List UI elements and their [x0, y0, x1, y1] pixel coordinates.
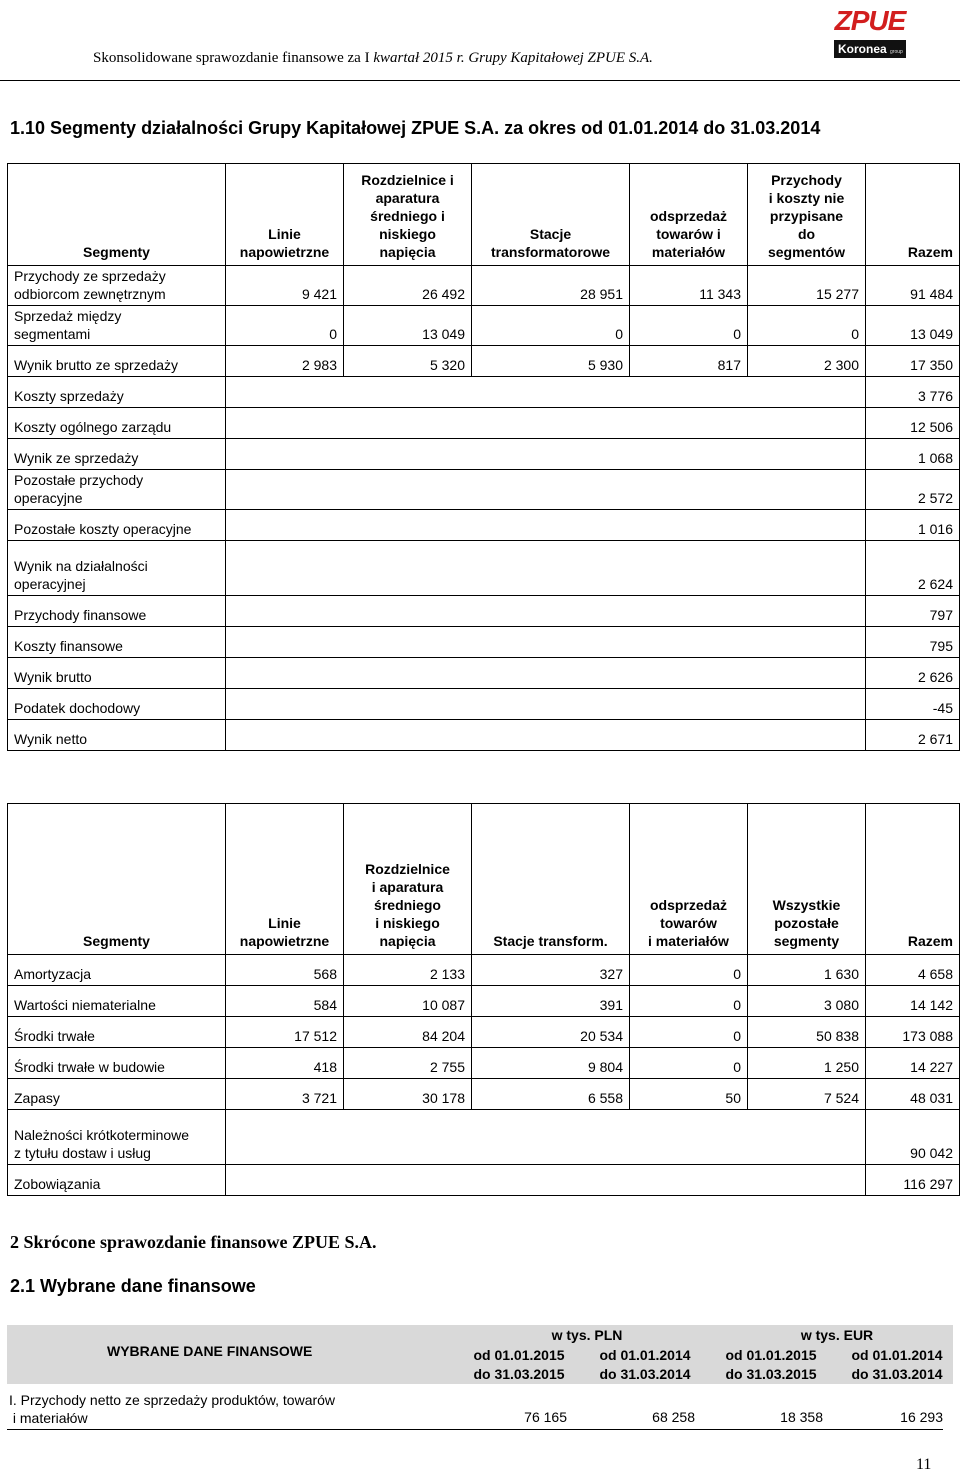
table2-header-3: Stacje transform. — [472, 804, 630, 955]
row-value: 0 — [472, 306, 630, 346]
row-value: 50 — [630, 1079, 748, 1110]
row-label: Wynik brutto — [8, 658, 226, 689]
table-row — [8, 1165, 960, 1196]
table1-header-0: Segmenty — [8, 164, 226, 266]
row-label: Środki trwałe w budowie — [8, 1048, 226, 1079]
table-row — [8, 658, 960, 689]
selected-value-pln-2015: 76 165 — [524, 1409, 567, 1425]
row-total: 90 042 — [866, 1110, 960, 1165]
row-value: 173 088 — [866, 1017, 960, 1048]
table-row — [8, 596, 960, 627]
table-row — [8, 986, 960, 1017]
row-value: 568 — [226, 955, 344, 986]
row-value: 30 178 — [344, 1079, 472, 1110]
row-total: 116 297 — [866, 1165, 960, 1196]
selected-value-eur-2014: 16 293 — [900, 1409, 943, 1425]
row-label: Należności krótkoterminowe z tytułu dostaw i usług — [8, 1110, 226, 1165]
row-label: Zobowiązania — [8, 1165, 226, 1196]
row-empty-span — [226, 1110, 866, 1165]
row-value: 84 204 — [344, 1017, 472, 1048]
row-value: 17 350 — [866, 346, 960, 377]
row-value: 14 227 — [866, 1048, 960, 1079]
row-total: 12 506 — [866, 408, 960, 439]
row-empty-span — [226, 510, 866, 541]
section-title: 1.10 Segmenty działalności Grupy Kapitałowej ZPUE S.A. za okres od 01.01.2014 do 31.03.2014 — [10, 118, 821, 138]
company-logo — [832, 4, 908, 60]
row-value: 15 277 — [748, 266, 866, 306]
logo-koronea: Koronea group — [834, 40, 906, 58]
row-value: 6 558 — [472, 1079, 630, 1110]
logo-zpue: ZPUE — [834, 5, 906, 36]
row-value: 17 512 — [226, 1017, 344, 1048]
table2-header-6: Razem — [866, 804, 960, 955]
table-row — [8, 266, 960, 306]
row-empty-span — [226, 470, 866, 510]
table1-header-3: Stacje transformatorowe — [472, 164, 630, 266]
row-value: 11 343 — [630, 266, 748, 306]
selected-value-pln-2014: 68 258 — [652, 1409, 695, 1425]
page-number: 11 — [916, 1456, 932, 1473]
row-total: 1 068 — [866, 439, 960, 470]
row-value: 1 630 — [748, 955, 866, 986]
row-label: Koszty sprzedaży — [8, 377, 226, 408]
col-pln-2015: od 01.01.2015 do 31.03.2015 — [473, 1347, 565, 1382]
row-value: 0 — [630, 1048, 748, 1079]
table1-header-4: odsprzedaż towarów i materiałów — [630, 164, 748, 266]
row-value: 0 — [748, 306, 866, 346]
row-value: 2 755 — [344, 1048, 472, 1079]
row-total: 2 671 — [866, 720, 960, 751]
row-empty-span — [226, 658, 866, 689]
table-row — [8, 408, 960, 439]
row-value: 28 951 — [472, 266, 630, 306]
heading-section-2-1: 2.1 Wybrane dane finansowe — [10, 1276, 256, 1296]
table-row — [8, 510, 960, 541]
table-row — [8, 1079, 960, 1110]
row-total: 797 — [866, 596, 960, 627]
row-value: 50 838 — [748, 1017, 866, 1048]
row-value: 2 300 — [748, 346, 866, 377]
row-value: 7 524 — [748, 1079, 866, 1110]
row-empty-span — [226, 720, 866, 751]
selected-row-underline — [7, 1429, 943, 1430]
row-label: Środki trwałe — [8, 1017, 226, 1048]
table-row — [8, 377, 960, 408]
table-row — [8, 306, 960, 346]
table1-header-1: Linie napowietrzne — [226, 164, 344, 266]
row-label: Wynik netto — [8, 720, 226, 751]
row-empty-span — [226, 689, 866, 720]
row-total: -45 — [866, 689, 960, 720]
running-header-text: Skonsolidowane sprawozdanie finansowe za I — [93, 50, 374, 66]
table-row — [8, 470, 960, 510]
row-value: 13 049 — [866, 306, 960, 346]
row-value: 48 031 — [866, 1079, 960, 1110]
group-eur: w tys. EUR — [800, 1327, 874, 1343]
row-value: 3 721 — [226, 1079, 344, 1110]
row-value: 3 080 — [748, 986, 866, 1017]
row-value: 584 — [226, 986, 344, 1017]
table-row — [8, 541, 960, 596]
table2-header-2: Rozdzielnice i aparatura średniego i niskiego napięcia — [344, 804, 472, 955]
row-empty-span — [226, 377, 866, 408]
row-value: 418 — [226, 1048, 344, 1079]
table-row — [8, 689, 960, 720]
row-value: 0 — [630, 986, 748, 1017]
table1-header-6: Razem — [866, 164, 960, 266]
selected-value-eur-2015: 18 358 — [780, 1409, 823, 1425]
row-label: Zapasy — [8, 1079, 226, 1110]
row-value: 0 — [226, 306, 344, 346]
row-label: Wynik na działalności operacyjnej — [8, 541, 226, 596]
row-label: Podatek dochodowy — [8, 689, 226, 720]
table-row — [8, 439, 960, 470]
row-value: 91 484 — [866, 266, 960, 306]
heading-section-2: 2 Skrócone sprawozdanie finansowe ZPUE S.A. — [10, 1232, 377, 1252]
table-row — [8, 720, 960, 751]
row-empty-span — [226, 408, 866, 439]
row-value: 4 658 — [866, 955, 960, 986]
row-value: 0 — [630, 306, 748, 346]
table-row — [8, 1048, 960, 1079]
table2-header-1: Linie napowietrzne — [226, 804, 344, 955]
col-eur-2014: od 01.01.2014 do 31.03.2014 — [851, 1347, 943, 1382]
row-value: 5 320 — [344, 346, 472, 377]
row-total: 2 626 — [866, 658, 960, 689]
row-value: 2 983 — [226, 346, 344, 377]
row-empty-span — [226, 596, 866, 627]
col-eur-2015: od 01.01.2015 do 31.03.2015 — [725, 1347, 817, 1382]
table-row — [8, 955, 960, 986]
row-label: Wartości niematerialne — [8, 986, 226, 1017]
table2-header-0: Segmenty — [8, 804, 226, 955]
running-header — [93, 50, 653, 67]
row-empty-span — [226, 1165, 866, 1196]
selected-row-label: I. Przychody netto ze sprzedaży produktów, towarów i materiałów — [9, 1392, 336, 1426]
row-empty-span — [226, 439, 866, 470]
group-pln: w tys. PLN — [551, 1327, 623, 1343]
row-value: 391 — [472, 986, 630, 1017]
segments-table-2014 — [7, 163, 960, 751]
row-label: Przychody finansowe — [8, 596, 226, 627]
row-value: 817 — [630, 346, 748, 377]
row-label: Wynik brutto ze sprzedaży — [8, 346, 226, 377]
row-value: 13 049 — [344, 306, 472, 346]
row-label: Sprzedaż między segmentami — [8, 306, 226, 346]
col-pln-2014: od 01.01.2014 do 31.03.2014 — [599, 1347, 691, 1382]
segments-assets-table — [7, 803, 960, 1196]
row-label: Pozostałe przychody operacyjne — [8, 470, 226, 510]
row-value: 9 804 — [472, 1048, 630, 1079]
row-label: Koszty ogólnego zarządu — [8, 408, 226, 439]
table1-header-2: Rozdzielnice i aparatura średniego i niskiego napięcia — [344, 164, 472, 266]
row-empty-span — [226, 541, 866, 596]
header-divider — [0, 80, 960, 81]
row-total: 795 — [866, 627, 960, 658]
table1-header-5: Przychody i koszty nie przypisane do segmentów — [748, 164, 866, 266]
row-total: 3 776 — [866, 377, 960, 408]
table-row — [8, 346, 960, 377]
running-header-italic: kwartał 2015 r. Grupy Kapitałowej ZPUE S.A. — [373, 50, 653, 66]
table-row — [8, 1110, 960, 1165]
selected-data-title: WYBRANE DANE FINANSOWE — [107, 1343, 313, 1359]
row-label: Pozostałe koszty operacyjne — [8, 510, 226, 541]
row-value: 5 930 — [472, 346, 630, 377]
table-row — [8, 1017, 960, 1048]
row-value: 0 — [630, 1017, 748, 1048]
row-empty-span — [226, 627, 866, 658]
row-label: Przychody ze sprzedaży odbiorcom zewnętrznym — [8, 266, 226, 306]
table2-header-4: odsprzedaż towarów i materiałów — [630, 804, 748, 955]
row-total: 1 016 — [866, 510, 960, 541]
row-value: 0 — [630, 955, 748, 986]
row-value: 10 087 — [344, 986, 472, 1017]
row-value: 26 492 — [344, 266, 472, 306]
row-label: Koszty finansowe — [8, 627, 226, 658]
row-value: 1 250 — [748, 1048, 866, 1079]
row-value: 9 421 — [226, 266, 344, 306]
table-row — [8, 627, 960, 658]
row-label: Wynik ze sprzedaży — [8, 439, 226, 470]
table2-header-5: Wszystkie pozostałe segmenty — [748, 804, 866, 955]
row-total: 2 572 — [866, 470, 960, 510]
row-value: 2 133 — [344, 955, 472, 986]
row-value: 327 — [472, 955, 630, 986]
row-label: Amortyzacja — [8, 955, 226, 986]
row-value: 14 142 — [866, 986, 960, 1017]
row-value: 20 534 — [472, 1017, 630, 1048]
row-total: 2 624 — [866, 541, 960, 596]
